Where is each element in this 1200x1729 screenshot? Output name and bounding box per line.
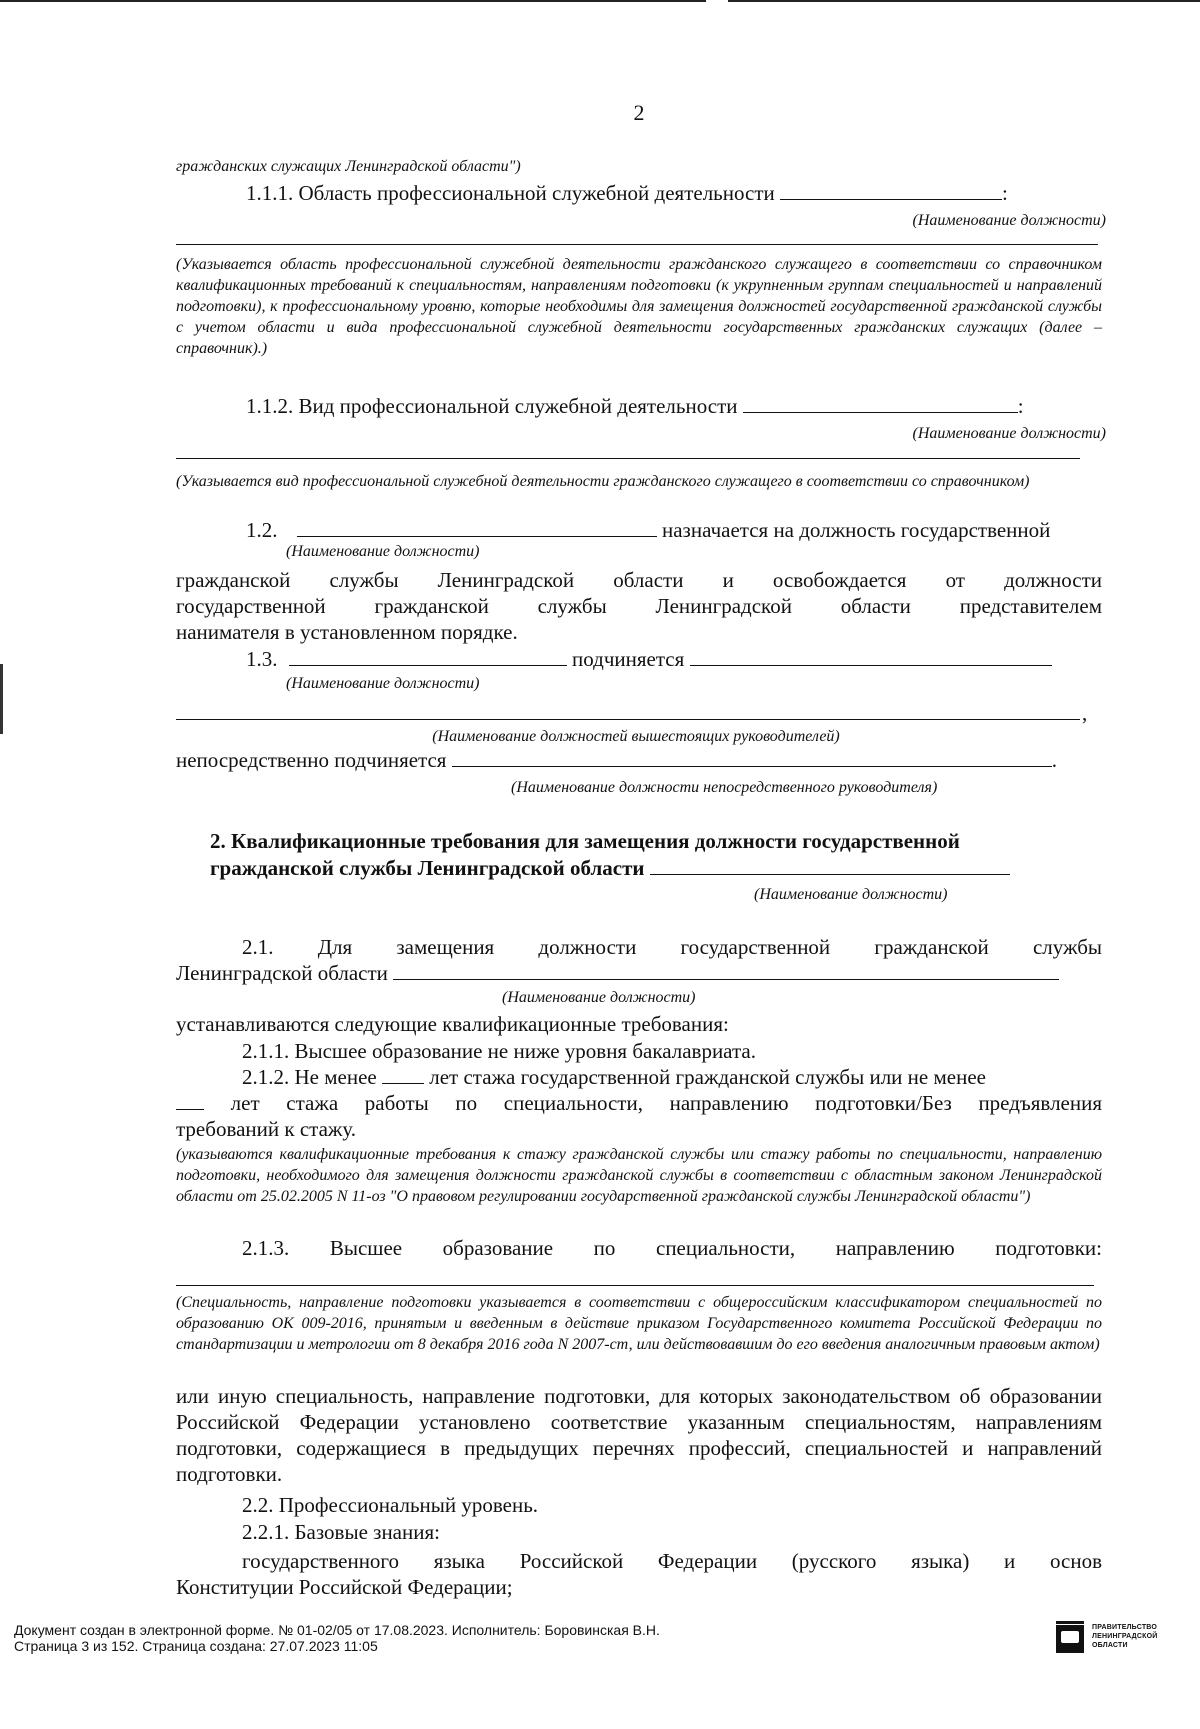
section-2-2-1: 2.2.1. Базовые знания: [242,1520,440,1544]
note-specialty: (Специальность, направление подготовки указывается в соответствии с общероссийским классификатором специальностей по образованию ОК 009-2016, принятым и введенным в действие приказом Государственного комитета Российской Федерации по стандартизации и метрологии от 8 декабря 2016 года N 2007-ст, или действовавшим до его введения аналогичным правовым актом) [176,1294,1102,1353]
scan-left-edge-mark [0,664,3,734]
field-line [176,458,1080,459]
field-line [176,244,1098,245]
paragraph-other-specialty: или иную специальность, направление подготовки, для которых законодательством об образовании Российской Федерации установлено соответствие указанным специальностям, направлениям подготовки, содержащиеся в предыдущих перечнях профессий, специальностей и направлений подготовки. [176,1384,1102,1486]
direct-subordination-label: непосредственно подчиняется [176,748,447,772]
logo-text-line-1: ПРАВИТЕЛЬСТВО [1092,1624,1158,1631]
section-1-2-line-2: государственной гражданской службы Ленинградской области представителем [176,594,1102,618]
punct: : [1002,181,1008,205]
logo-text [1092,1623,1157,1650]
scan-top-line-right [728,0,1200,2]
section-2-1-2-line-2 [176,1090,1102,1116]
hint-position-4: (Наименование должности) [286,675,480,692]
scan-top-line-left [0,0,706,2]
section-2-1-2-b: лет стажа государственной гражданской службы или не менее [429,1065,986,1089]
logo-emblem-icon [1056,1625,1084,1653]
section-2-1-1: 2.1.1. Высшее образование не ниже уровня бакалавриата. [242,1039,756,1063]
field-blank [452,748,1052,767]
section-2-1-region: Ленинградской области [176,961,388,985]
continuation-text: гражданских служащих Ленинградской области") [176,158,521,175]
section-2-title-line-2 [210,855,1110,881]
hint-position-1: (Наименование должности) [912,212,1106,229]
section-1-3-number: 1.3. [246,647,278,671]
section-2-2: 2.2. Профессиональный уровень. [242,1493,539,1517]
government-logo [1056,1621,1188,1655]
section-1-2-text: назначается на должность государственной [662,518,1051,542]
section-2-title-line-1: 2. Квалификационные требования для замещения должности государственной [210,829,960,853]
page-number: 2 [633,100,645,125]
hint-direct-manager: (Наименование должности непосредственного руководителя) [511,779,938,796]
note-area-description: (Указывается область профессиональной служебной деятельности гражданского служащего в соответствии со справочником квалификационных требований к специальностям, направлениям подготовки (к укрупненным группам специальностей и направлений подготовки), к профессиональному уровню, которые необходимы для замещения должностей государственной гражданской службы с учетом области и вида профессиональной служебной деятельности государственных гражданских служащих (далее – справочник).) [176,256,1102,357]
section-2-1-2-a: 2.1.2. Не менее [242,1065,377,1089]
section-1-1-1 [176,180,1102,206]
section-2-title-text: гражданской службы Ленинградской области [210,856,645,880]
section-1-2-line-3: нанимателя в установленном порядке. [176,620,518,644]
section-2-1-2-c: лет стажа работы по специальности, направлению подготовки/Без предъявления [230,1091,1103,1115]
section-1-2 [176,517,1102,543]
section-1-2-number: 1.2. [246,518,278,542]
section-1-3 [176,646,1102,672]
note-experience: (указываются квалификационные требования к стажу гражданской службы или стажу работы по специальности, направлению подготовки, необходимого для замещения должности гражданской службы в соответствии с областным законом Ленинградской области от 25.02.2005 N 11-оз "О правовом регулировании государственной гражданской службы Ленинградской области") [176,1146,1102,1205]
hint-position-3: (Наименование должности) [286,543,480,560]
punct: . [1051,748,1057,772]
section-2-1-2-line-3: требований к стажу. [176,1117,357,1141]
section-1-3-text: подчиняется [572,647,685,671]
direct-subordination [176,747,1102,773]
section-1-1-2 [176,393,1102,419]
logo-text-line-3: ОБЛАСТИ [1092,1642,1128,1649]
logo-text-line-2: ЛЕНИНГРАДСКОЙ [1092,1633,1158,1640]
field-blank-years [176,1091,204,1110]
footer-line-1: Документ создан в электронной форме. № 01-02/05 от 17.08.2023. Исполнитель: Боровинская В.Н. [14,1622,660,1638]
logo-bar [1056,1621,1084,1624]
section-1-1-1-label: 1.1.1. Область профессиональной служебной деятельности [246,181,775,205]
field-line [176,719,1080,720]
field-blank [780,181,1002,200]
field-blank [743,394,1018,413]
section-2-1-2-line-1 [242,1064,1102,1090]
section-2-1-line-2 [176,960,1102,986]
field-blank [650,856,1010,875]
basic-knowledge-line-1: государственного языка Российской Федерации (русского языка) и основ [242,1549,1102,1573]
footer-line-2: Страница 3 из 152. Страница создана: 27.07.2023 11:05 [14,1638,378,1654]
note-type-description: (Указывается вид профессиональной служебной деятельности гражданского служащего в соответствии со справочником) [176,473,1030,490]
field-blank [690,647,1052,666]
punct-comma: , [1082,701,1088,725]
section-2-1-line-3: устанавливаются следующие квалификационные требования: [176,1012,729,1036]
section-1-2-line-1: гражданской службы Ленинградской области и освобождается от должности [176,568,1102,592]
field-line [176,1285,1094,1286]
section-1-1-2-label: 1.1.2. Вид профессиональной служебной деятельности [246,394,738,418]
section-2-1-line-1: 2.1. Для замещения должности государственной гражданской службы [242,935,1102,959]
field-blank [393,961,1059,980]
field-blank-years [382,1065,424,1084]
basic-knowledge-line-2: Конституции Российской Федерации; [176,1575,513,1599]
punct: : [1017,394,1024,418]
section-2-1-3: 2.1.3. Высшее образование по специальности, направлению подготовки: [242,1236,1102,1260]
hint-position-6: (Наименование должности) [502,989,696,1006]
hint-superiors: (Наименование должностей вышестоящих руководителей) [432,728,840,745]
document-footer [14,1622,660,1654]
field-blank [297,518,657,537]
hint-position-2: (Наименование должности) [912,425,1106,442]
hint-position-5: (Наименование должности) [754,886,948,903]
field-blank [289,647,567,666]
